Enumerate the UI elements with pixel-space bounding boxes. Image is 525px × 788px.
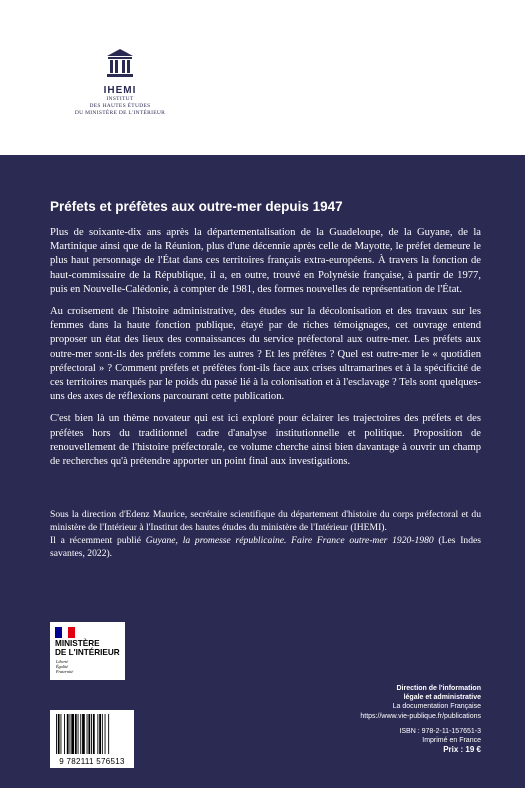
ihemi-logo	[70, 48, 170, 117]
logo-line: DU MINISTÈRE DE L'INTÉRIEUR	[74, 110, 166, 116]
book-reference: Guyane, la promesse républicaine. Faire France outre-mer 1920-1980	[145, 535, 434, 546]
header-band	[0, 0, 525, 155]
blurb-paragraph: Plus de soixante-dix ans après la départementalisation de la Guadeloupe, de la Guyane, de la Martinique ainsi que de la Réunion, plus d'une décennie après celle de Mayotte, le préfet demeure le plus haut personnage de l'État dans ces territoires français extra-européens. À travers la fonction de haut-commissaire de la République, il a, en outre, trouvé en Polynésie française, à partir de 1977, puis en Nouvelle-Calédonie, à compter de 1981, des formes nouvelles de représentation de l'État.	[50, 227, 481, 295]
barcode-bars	[56, 714, 128, 754]
author-line: Sous la direction d'Edenz Maurice, secrétaire scientifique du département d'histoire du corps préfectoral et du ministère de l'Intérieur à l'Institut des hautes études du ministère de l'Intérieur (IHEMI).	[50, 509, 481, 533]
logo-line: DES HAUTES ÉTUDES	[89, 103, 151, 109]
ministry-motto: Liberté Égalité Fraternité	[56, 659, 74, 674]
blurb-paragraph: C'est bien là un thème novateur qui est ici exploré pour éclairer les trajectoires des préfets et des préfètes hors du traditionnel cadre d'analyse institutionnelle et politique. Proposition de renouvellement de l'histoire préfectorale, ce volume cherche ainsi bien davantage à ouvrir un champ de recherches qu'à prétendre apporter un point final aux investigations.	[50, 413, 481, 468]
temple-icon	[106, 48, 134, 78]
blurb-paragraph: Au croisement de l'histoire administrative, des études sur la décolonisation et des travaux sur les femmes dans la haute fonction publique, étayé par de riches témoignages, cet ouvrage entend proposer un état des lieux des connaissances du service préfectoral aux outre-mer. Les préfets aux outre-mer sont-ils des préfets comme les autres ? Et les préfètes ? Quel est outre-mer le « quotidien préfectoral » ? Comment préfets et préfètes font-ils face aux crises ultramarines et à la spécificité de ces territoires marqués par le poids du passé lié à la colonisation et à l'esclavage ? Tels sont quelques-uns des axes de réflexions parcourant cette publication.	[50, 306, 481, 403]
author-bio	[50, 508, 481, 560]
printed-in: Imprimé en France	[422, 737, 481, 745]
logo-line: INSTITUT	[106, 96, 134, 102]
publisher-direction: Direction de l'information	[396, 685, 481, 692]
publisher-url[interactable]: https://www.vie-publique.fr/publications	[360, 712, 481, 720]
price: Prix : 19 €	[443, 745, 481, 755]
barcode-number: 9 782111 576513	[59, 757, 125, 766]
publisher-info	[281, 684, 481, 754]
logo-name: IHEMI	[103, 85, 137, 96]
barcode	[50, 710, 134, 768]
isbn: ISBN : 978-2-11-157651-3	[399, 727, 481, 735]
ministry-name: MINISTÈRE DE L'INTÉRIEUR	[55, 639, 120, 657]
author-line	[50, 534, 481, 560]
french-flag-icon	[55, 627, 75, 638]
author-text: Il a récemment publié	[50, 535, 146, 546]
publisher-name: La documentation Française	[392, 703, 481, 711]
ministry-logo	[50, 622, 125, 680]
book-title: Préfets et préfètes aux outre-mer depuis 1947	[50, 199, 343, 214]
publisher-direction: légale et administrative	[403, 694, 481, 702]
author-text: (Les Indes savantes, 2022).	[50, 535, 481, 559]
blurb	[50, 226, 481, 477]
